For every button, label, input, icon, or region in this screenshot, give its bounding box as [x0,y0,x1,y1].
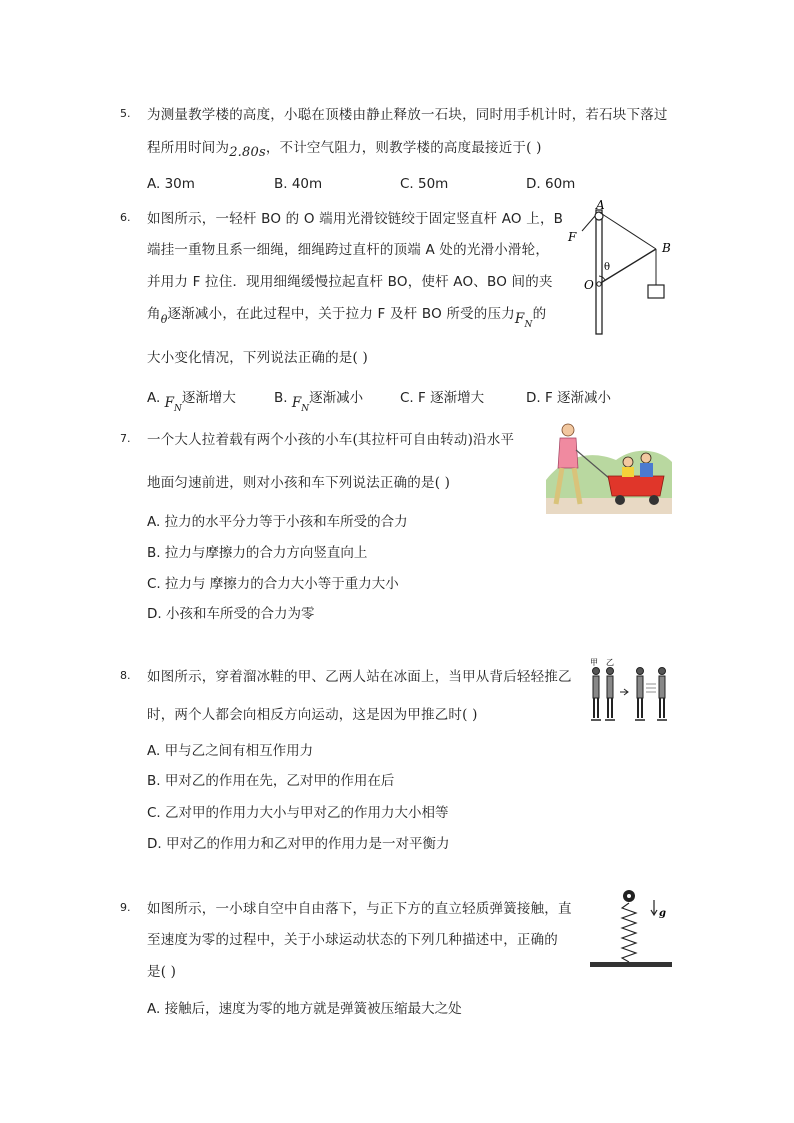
question-text-line: 大小变化情况，下列说法正确的是( ) [147,350,368,366]
child-head [641,453,651,463]
label-g: g [659,908,666,919]
option-d[interactable]: D. 小孩和车所受的合力为零 [147,606,315,622]
question-number: 6. [120,211,131,224]
weight-block [648,285,664,298]
spring-ball-figure [588,886,674,972]
option-a[interactable]: A. 30m [147,176,195,192]
question-text-line: 为测量教学楼的高度，小聪在顶楼由静止释放一石块，同时用手机计时，若石块下落过 [147,107,668,123]
pulley-icon [595,212,603,220]
option-c[interactable]: C. 50m [400,176,449,192]
question-text-line: 如图所示，一小球自空中自由落下，与正下方的直立轻质弹簧接触，直 [147,901,572,917]
wheel [649,495,659,505]
question-text-line: 地面匀速前进，则对小孩和车下列说法正确的是( ) [147,475,451,491]
label-b: B [662,241,671,255]
rope-ab [599,212,656,249]
question-text-line: 程所用时间为2.80s，不计空气阻力，则教学楼的高度最接近于( ) [147,140,542,160]
label-f: F [568,230,577,244]
option-c[interactable]: C. 拉力与 摩擦力的合力大小等于重力大小 [147,576,399,592]
option-d[interactable]: D. 甲对乙的作用力和乙对甲的作用力是一对平衡力 [147,836,450,852]
question-text-line: 端挂一重物且系一细绳，细绳跨过直杆的顶端 A 处的光滑小滑轮， [147,242,550,258]
label-jia: 甲 [590,658,598,667]
skaters-before [591,668,615,721]
label-yi: 乙 [606,658,614,667]
label-a: A [596,198,605,212]
question-text-line: 如图所示，一轻杆 BO 的 O 端用光滑铰链绞于固定竖直杆 AO 上，B [147,211,564,227]
question-number: 9. [120,901,131,914]
option-b[interactable]: B. 甲对乙的作用在先，乙对甲的作用在后 [147,773,395,789]
option-c[interactable]: C. 乙对甲的作用力大小与甲对乙的作用力大小相等 [147,805,449,821]
question-number: 5. [120,107,131,120]
question-text-line: 时，两个人都会向相反方向运动，这是因为甲推乙时( ) [147,707,478,723]
adult-head [562,424,574,436]
hinge-icon [597,282,601,286]
skaters-figure [588,656,672,728]
child-body [622,467,634,477]
vertical-rod [596,210,602,334]
option-b[interactable]: B. $F_N$逐渐减小 [274,390,364,414]
question-text-line: 一个大人拉着载有两个小孩的小车(其拉杆可自由转动)沿水平 [147,432,515,448]
wagon-body [608,476,664,496]
option-b[interactable]: B. 拉力与摩擦力的合力方向竖直向上 [147,545,368,561]
adult-body [558,438,578,468]
spring-icon [622,903,636,962]
option-a[interactable]: A. 拉力的水平分力等于小孩和车所受的合力 [147,514,408,530]
ground-base [590,962,672,967]
rope-free-end [582,216,595,231]
rod-pulley-figure [560,196,672,336]
question-text-line: 并用力 F 拉住．现用细绳缓慢拉起直杆 BO，使杆 AO、BO 间的夹 [147,274,553,290]
question-number: 8. [120,669,131,682]
child-head [623,457,633,467]
child-body [640,463,653,477]
wagon-illustration [546,420,672,514]
label-o: O [584,278,594,292]
option-a[interactable]: A. 接触后，速度为零的地方就是弹簧被压缩最大之处 [147,1001,462,1017]
option-a[interactable]: A. $F_N$逐渐增大 [147,390,236,414]
option-a[interactable]: A. 甲与乙之间有相互作用力 [147,743,314,759]
question-text-line: 是( ) [147,964,177,980]
question-number: 7. [120,432,131,445]
option-d[interactable]: D. 60m [526,176,576,192]
wheel [615,495,625,505]
question-text-line: 至速度为零的过程中，关于小球运动状态的下列几种描述中，正确的 [147,932,558,948]
question-text-line: 角$_\theta$逐渐减小，在此过程中，关于拉力 F 及杆 BO 所受的压力$F_N$的 [147,306,547,330]
option-d[interactable]: D. F 逐渐减小 [526,390,612,406]
arrow-icon [620,689,628,695]
question-text-line: 如图所示，穿着溜冰鞋的甲、乙两人站在冰面上，当甲从背后轻轻推乙 [147,669,572,685]
label-theta: θ [604,262,611,273]
option-b[interactable]: B. 40m [274,176,323,192]
skaters-after [635,668,667,721]
option-c[interactable]: C. F 逐渐增大 [400,390,485,406]
